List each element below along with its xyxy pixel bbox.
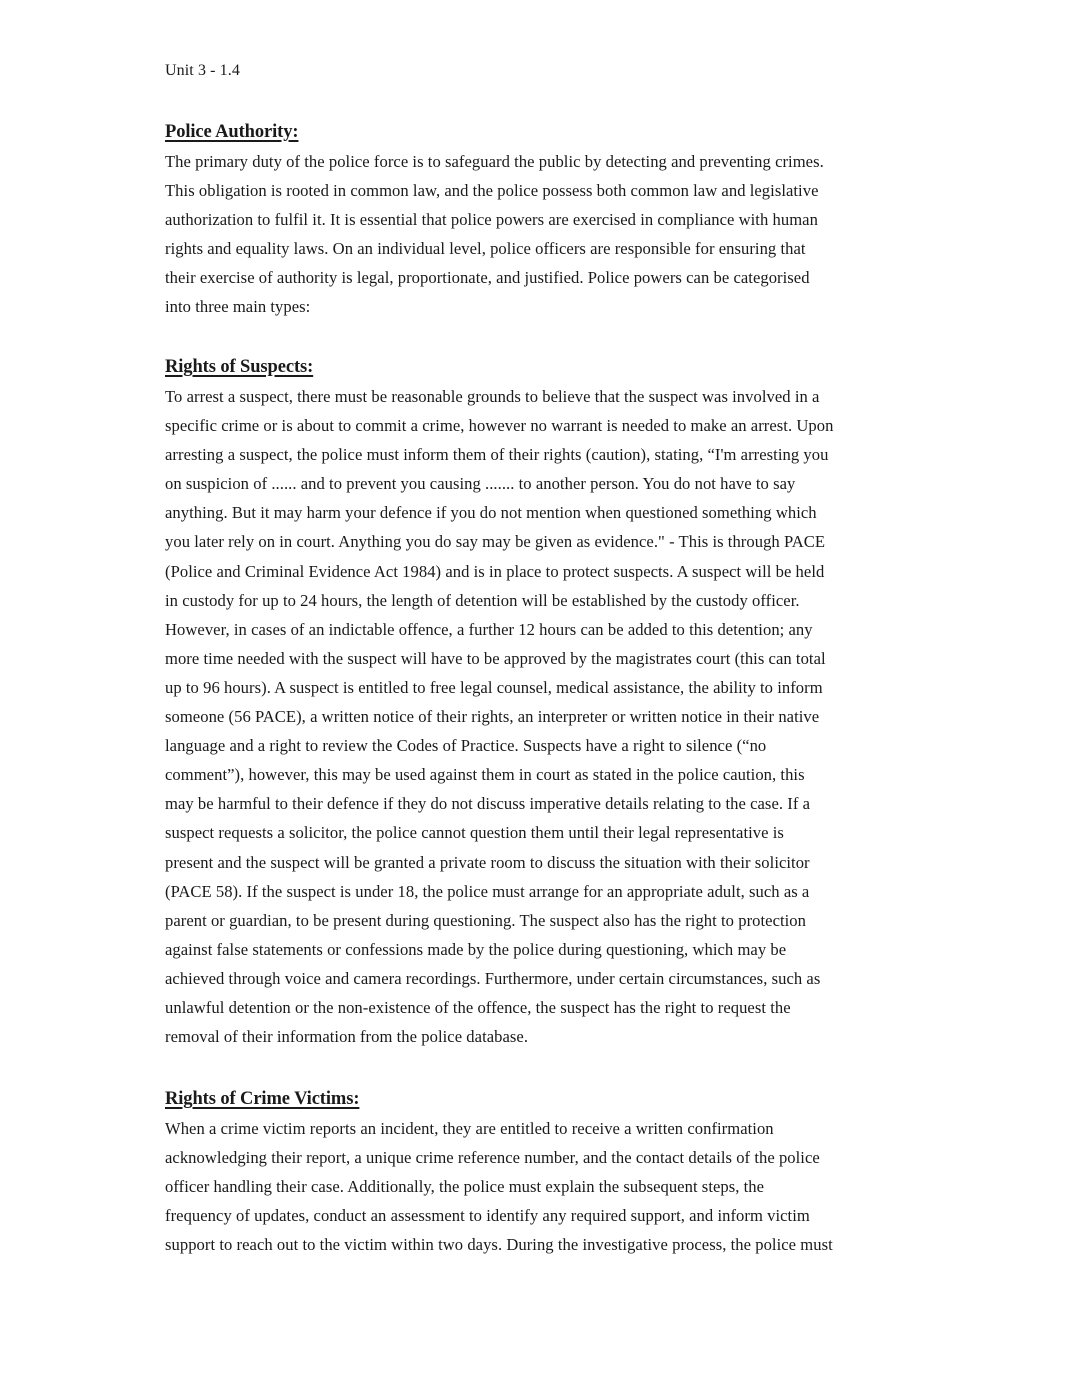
- text-line: language and a right to review the Codes of Practice. Suspects have a right to silence (“no: [165, 736, 767, 756]
- unit-label: Unit 3 - 1.4: [165, 62, 240, 79]
- text-line: in custody for up to 24 hours, the length of detention will be established by the custody officer.: [165, 590, 800, 610]
- section-rights-of-crime-victims: [165, 1085, 925, 1259]
- text-line: This obligation is rooted in common law, and the police possess both common law and legislative: [165, 181, 819, 201]
- text-line: To arrest a suspect, there must be reasonable grounds to believe that the suspect was involved in a: [165, 387, 820, 406]
- text-line: arresting a suspect, the police must inform them of their rights (caution), stating, “I'm arresting you: [165, 445, 829, 465]
- text-line: rights and equality laws. On an individual level, police officers are responsible for ensuring that: [165, 239, 806, 259]
- text-line: However, in cases of an indictable offence, a further 12 hours can be added to this detention; any: [165, 619, 813, 639]
- section-rights-of-suspects: [165, 353, 925, 1051]
- text-line: The primary duty of the police force is to safeguard the public by detecting and preventing crimes.: [165, 152, 824, 171]
- text-line: into three main types:: [165, 297, 311, 317]
- section-body: [165, 1114, 925, 1259]
- section-police-authority: [165, 118, 925, 322]
- text-line: against false statements or confessions made by the police during questioning, which may be: [165, 939, 787, 959]
- text-line: unlawful detention or the non-existence of the offence, the suspect has the right to request the: [165, 997, 791, 1017]
- text-line: (Police and Criminal Evidence Act 1984) and is in place to protect suspects. A suspect will be held: [165, 561, 825, 581]
- section-heading: Rights of Crime Victims:: [165, 1089, 360, 1109]
- text-line: achieved through voice and camera recordings. Furthermore, under certain circumstances, such as: [165, 968, 821, 988]
- text-line: When a crime victim reports an incident, they are entitled to receive a written confirmation: [165, 1119, 774, 1138]
- section-body: [165, 147, 925, 322]
- text-line: suspect requests a solicitor, the police cannot question them until their legal representative is: [165, 823, 784, 843]
- text-line: may be harmful to their defence if they do not discuss imperative details relating to the case. If a: [165, 794, 811, 814]
- text-line: you later rely on in court. Anything you do say may be given as evidence." - This is through PACE: [165, 532, 826, 552]
- text-line: specific crime or is about to commit a crime, however no warrant is needed to make an arrest. Upon: [165, 416, 834, 436]
- text-line: someone (56 PACE), a written notice of their rights, an interpreter or written notice in their native: [165, 707, 820, 727]
- section-body: [165, 382, 925, 1051]
- text-line: (PACE 58). If the suspect is under 18, the police must arrange for an appropriate adult, such as a: [165, 881, 810, 901]
- text-line: present and the suspect will be granted a private room to discuss the situation with their solicitor: [165, 852, 810, 872]
- text-line: more time needed with the suspect will have to be approved by the magistrates court (this can total: [165, 648, 826, 668]
- text-line: on suspicion of ...... and to prevent you causing ....... to another person. You do not have to say: [165, 474, 796, 494]
- text-line: acknowledging their report, a unique crime reference number, and the contact details of the police: [165, 1148, 820, 1168]
- section-heading: Police Authority:: [165, 122, 299, 142]
- text-line: parent or guardian, to be present during questioning. The suspect also has the right to protection: [165, 910, 806, 930]
- text-line: officer handling their case. Additionally, the police must explain the subsequent steps, the: [165, 1177, 765, 1197]
- text-line: their exercise of authority is legal, proportionate, and justified. Police powers can be categorised: [165, 268, 810, 288]
- text-line: removal of their information from the police database.: [165, 1027, 529, 1047]
- text-line: up to 96 hours). A suspect is entitled to free legal counsel, medical assistance, the ability to inform: [165, 677, 823, 697]
- text-line: comment”), however, this may be used against them in court as stated in the police caution, this: [165, 765, 805, 785]
- text-line: authorization to fulfil it. It is essential that police powers are exercised in compliance with human: [165, 210, 818, 230]
- text-line: support to reach out to the victim within two days. During the investigative process, the police must: [165, 1235, 833, 1255]
- text-line: frequency of updates, conduct an assessment to identify any required support, and inform victim: [165, 1206, 810, 1226]
- section-heading: Rights of Suspects:: [165, 357, 314, 377]
- text-line: anything. But it may harm your defence if you do not mention when questioned something which: [165, 503, 817, 523]
